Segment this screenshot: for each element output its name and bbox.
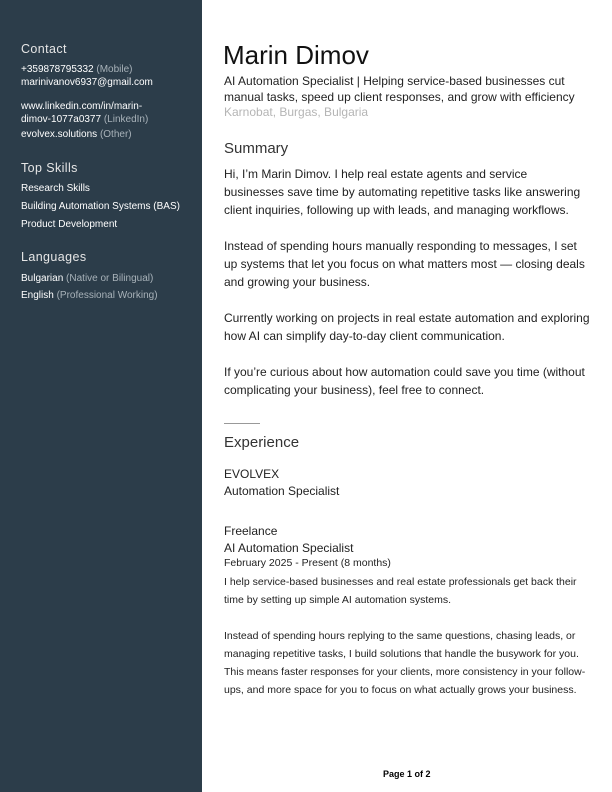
company-name: Freelance <box>224 524 278 538</box>
linkedin-url-part1: www.linkedin.com/in/marin- <box>21 101 143 112</box>
skill-item: Product Development <box>21 219 118 230</box>
website-url: evolvex.solutions <box>21 129 98 140</box>
job-description: Instead of spending hours replying to the same questions, chasing leads, or managing repetitive tasks, I build solutions that handle the busywork for you. This means faster responses for your clients, more consistency in your follow- ups, and more space for you to focus on what actually grows your business. <box>224 630 586 696</box>
language-item <box>21 289 158 302</box>
section-divider <box>224 423 260 424</box>
language-level: (Professional Working) <box>56 290 158 301</box>
language-name: Bulgarian <box>21 273 64 284</box>
summary-paragraph: Hi, I’m Marin Dimov. I help real estate agents and service businesses save time by automating repetitive tasks like answering client inquiries, following up with leads, and managing workflows. <box>224 167 581 217</box>
language-name: English <box>21 290 54 301</box>
skill-item: Research Skills <box>21 183 90 194</box>
summary-paragraph: Instead of spending hours manually responding to messages, I set up systems that let you focus on what matters most — closing deals and growing your business. <box>224 239 585 289</box>
language-level: (Native or Bilingual) <box>66 273 154 284</box>
job-title: Automation Specialist <box>224 484 340 498</box>
summary-heading: Summary <box>224 140 289 157</box>
skills-heading: Top Skills <box>21 161 78 175</box>
job-dates: February 2025 - Present (8 months) <box>224 557 391 569</box>
website-type: (Other) <box>99 129 132 140</box>
linkedin-url-part2: dimov-1077a0377 <box>21 114 102 125</box>
email-link[interactable]: marinivanov6937@gmail.com <box>21 77 153 88</box>
profile-name: Marin Dimov <box>223 40 369 70</box>
linkedin-type: (LinkedIn) <box>103 114 149 125</box>
languages-heading: Languages <box>21 250 87 264</box>
company-name: EVOLVEX <box>224 467 280 481</box>
skill-item: Building Automation Systems (BAS) <box>21 201 180 212</box>
job-title: AI Automation Specialist <box>224 541 354 555</box>
phone-type: (Mobile) <box>96 64 133 75</box>
summary-paragraph: If you’re curious about how automation could save you time (without complicating your business), feel free to connect. <box>224 365 585 397</box>
headline: AI Automation Specialist | Helping service-based businesses cut manual tasks, speed up client responses, and grow with efficiency <box>224 74 575 104</box>
phone <box>21 63 132 76</box>
linkedin-link[interactable] <box>21 100 148 126</box>
experience-heading: Experience <box>224 434 300 451</box>
website-link[interactable] <box>21 128 132 141</box>
phone-number: +359878795332 <box>21 64 94 75</box>
job-description: I help service-based businesses and real estate professionals get back their time by setting up simple AI automation systems. <box>224 576 577 606</box>
page-number: Page 1 of 2 <box>383 769 431 779</box>
contact-heading: Contact <box>21 42 67 56</box>
sidebar <box>0 0 202 792</box>
language-item <box>21 272 153 285</box>
summary-paragraph: Currently working on projects in real estate automation and exploring how AI can simplify day-to-day client communication. <box>224 311 590 343</box>
location: Karnobat, Burgas, Bulgaria <box>224 105 369 119</box>
